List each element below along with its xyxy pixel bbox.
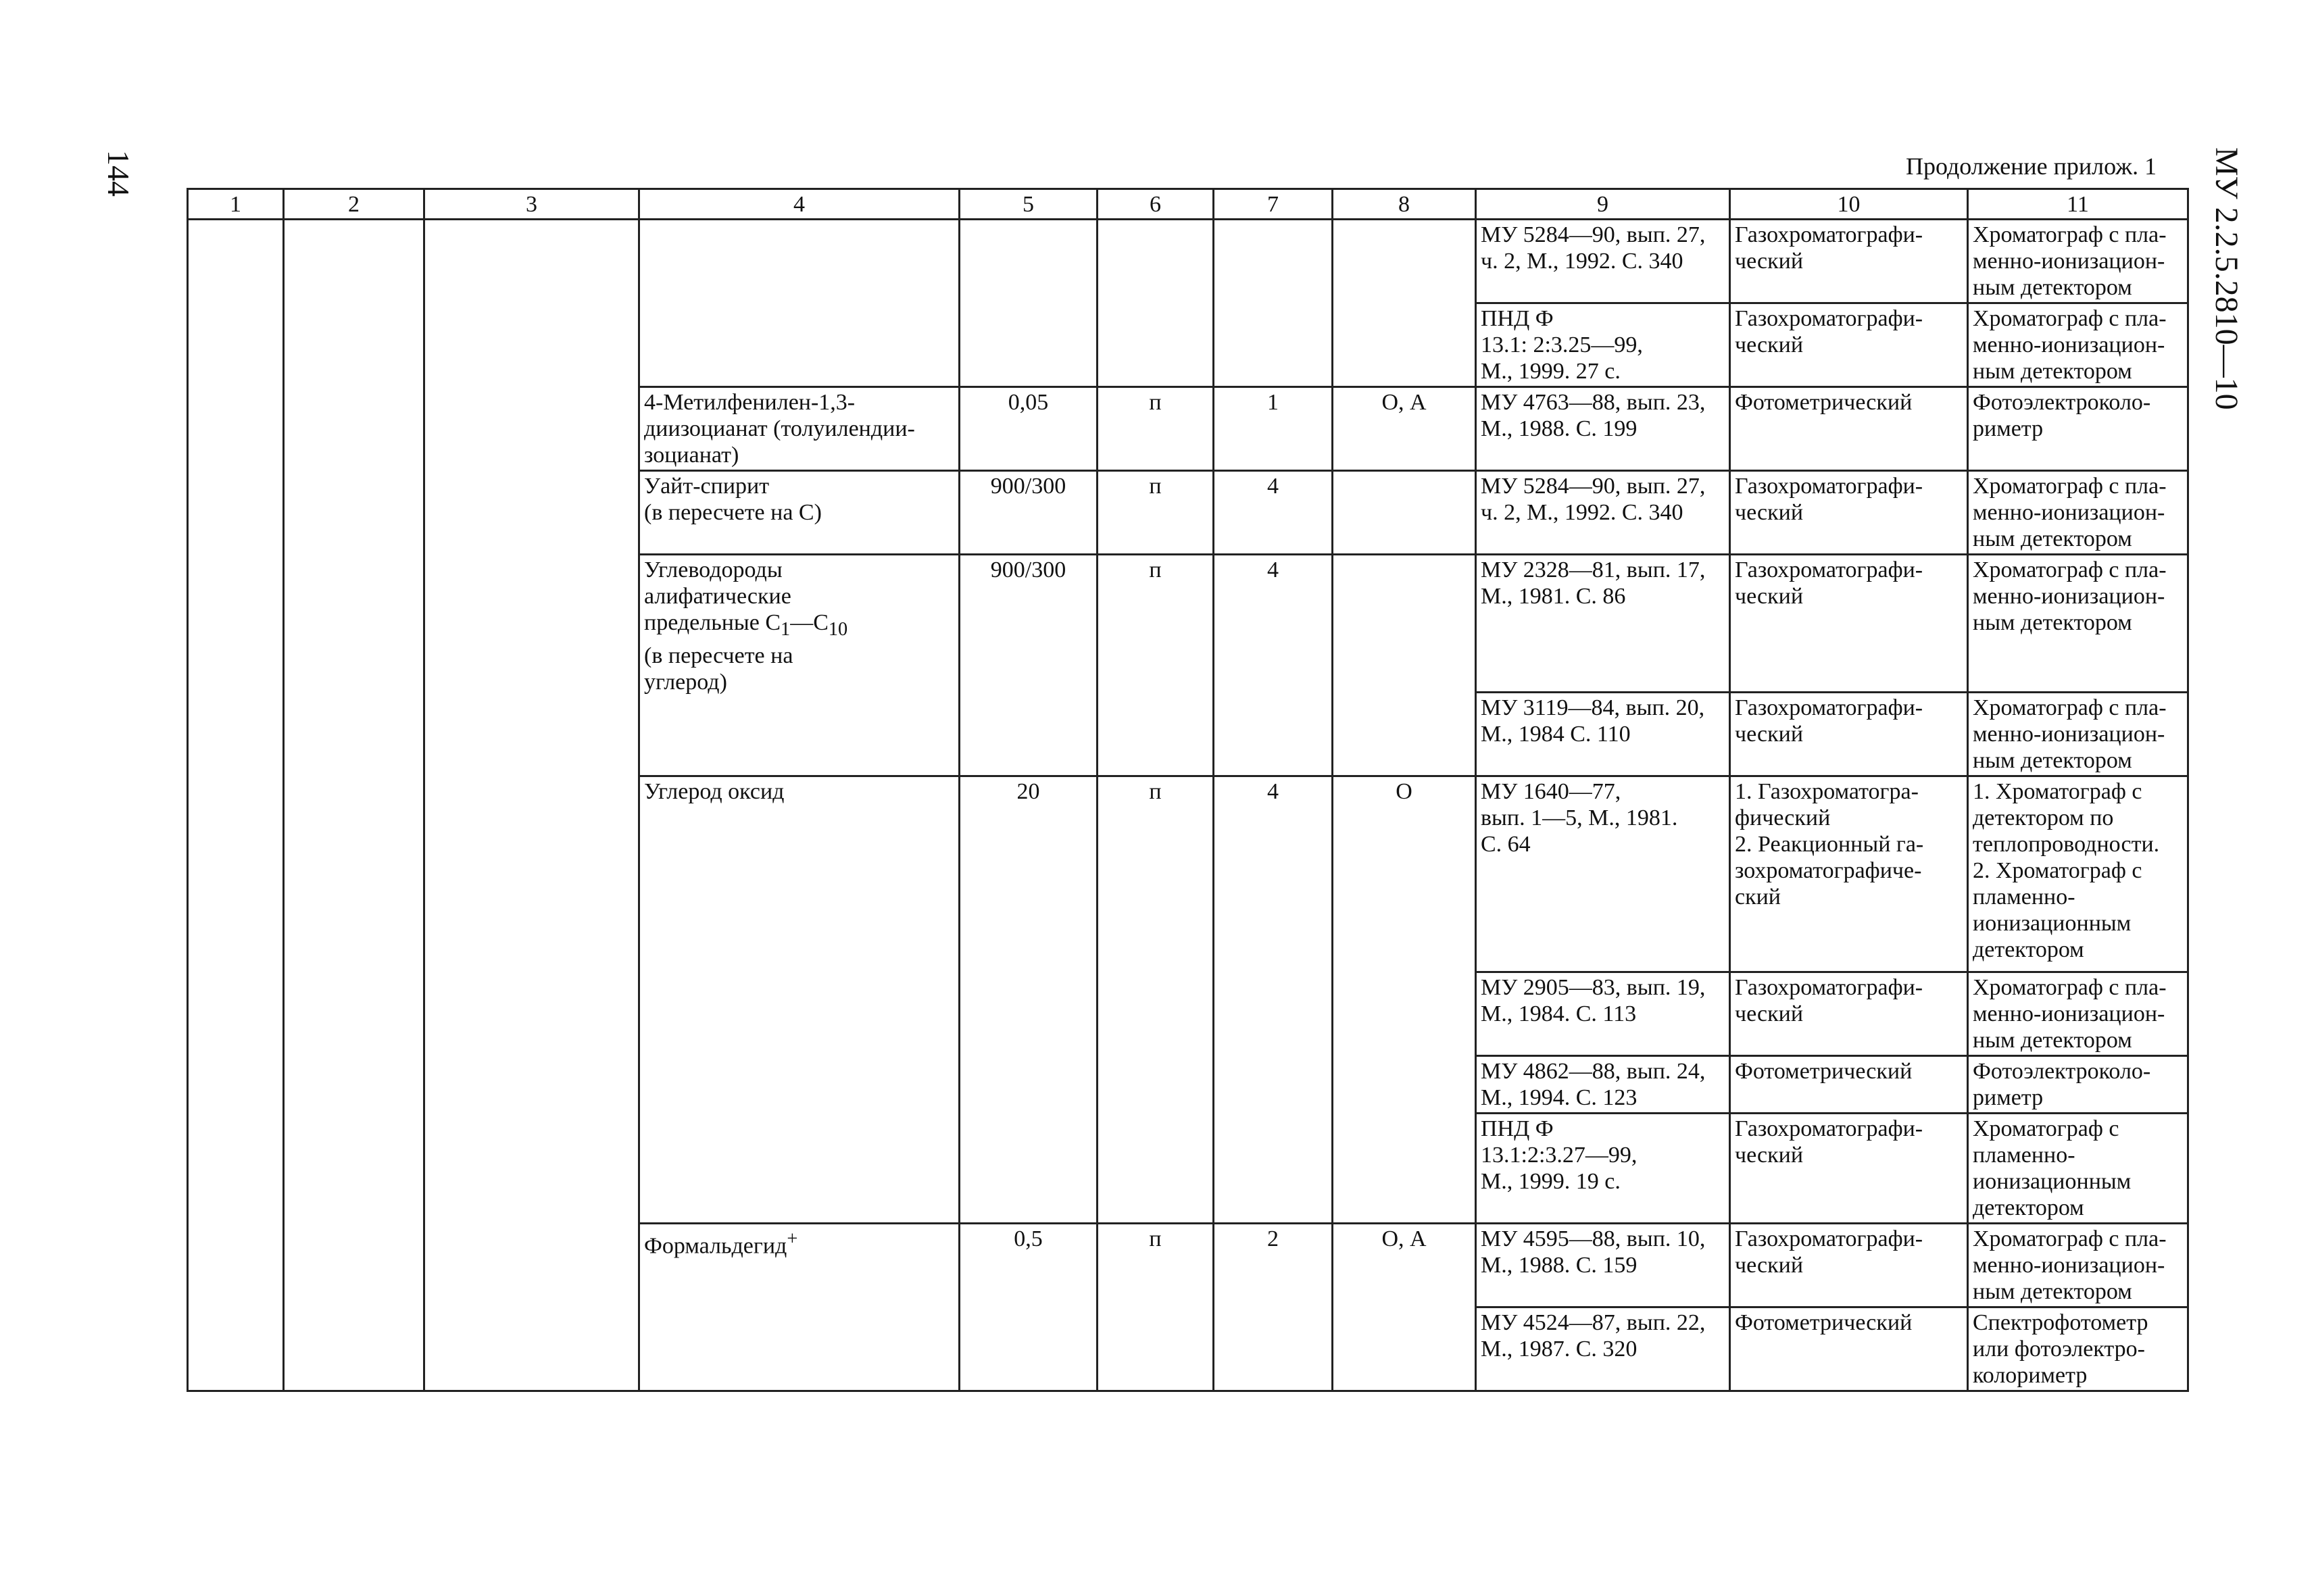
page-number: 144 bbox=[101, 150, 136, 197]
method-device: Хроматограф с пламенно- ионизационным детектором bbox=[1968, 1114, 2188, 1224]
substance-name: Уайт-спирит (в пересчете на С) bbox=[639, 471, 960, 555]
method-name: Газохроматографи- ческий bbox=[1730, 471, 1968, 555]
substance-state: п bbox=[1098, 471, 1214, 555]
substances-table bbox=[187, 188, 2189, 1392]
substance-class: 4 bbox=[1214, 471, 1333, 555]
method-device: Хроматограф с пла- менно-ионизацион- ным детектором bbox=[1968, 1224, 2188, 1307]
column-number: 9 bbox=[1476, 189, 1730, 220]
method-doc: МУ 4862—88, вып. 24, М., 1994. С. 123 bbox=[1476, 1056, 1730, 1114]
empty-cell bbox=[284, 220, 424, 1391]
method-name: 1. Газохроматогра- фический 2. Реакционный га- зохроматографиче- ский bbox=[1730, 776, 1968, 972]
method-name: Фотометрический bbox=[1730, 1056, 1968, 1114]
column-number: 2 bbox=[284, 189, 424, 220]
substance-class: 2 bbox=[1214, 1224, 1333, 1391]
method-device: Хроматограф с пла- менно-ионизацион- ным детектором bbox=[1968, 471, 2188, 555]
substance-feature: О, А bbox=[1333, 387, 1476, 471]
column-number: 7 bbox=[1214, 189, 1333, 220]
substance-name-part: Углеводороды алифатические предельные С bbox=[644, 557, 791, 635]
substance-name-part: —С bbox=[790, 610, 829, 635]
substance-value: 20 bbox=[960, 776, 1098, 1224]
substance-value: 900/300 bbox=[960, 471, 1098, 555]
method-doc: МУ 5284—90, вып. 27, ч. 2, М., 1992. С. 340 bbox=[1476, 220, 1730, 303]
method-device: Хроматограф с пла- менно-ионизацион- ным детектором bbox=[1968, 972, 2188, 1056]
method-name: Газохроматографи- ческий bbox=[1730, 303, 1968, 387]
empty-cell bbox=[960, 220, 1098, 387]
empty-cell bbox=[1333, 220, 1476, 387]
method-device: Спектрофотометр или фотоэлектро- колориметр bbox=[1968, 1307, 2188, 1391]
method-doc: ПНД Ф 13.1: 2:3.25—99, М., 1999. 27 с. bbox=[1476, 303, 1730, 387]
column-number: 4 bbox=[639, 189, 960, 220]
method-doc: ПНД Ф 13.1:2:3.27—99, М., 1999. 19 с. bbox=[1476, 1114, 1730, 1224]
method-name: Газохроматографи- ческий bbox=[1730, 220, 1968, 303]
substance-feature: О, А bbox=[1333, 1224, 1476, 1391]
substance-class: 1 bbox=[1214, 387, 1333, 471]
superscript: + bbox=[787, 1228, 798, 1249]
method-name: Фотометрический bbox=[1730, 387, 1968, 471]
substance-name bbox=[639, 1224, 960, 1391]
column-number: 3 bbox=[424, 189, 639, 220]
method-doc: МУ 2905—83, вып. 19, М., 1984. С. 113 bbox=[1476, 972, 1730, 1056]
method-doc: МУ 1640—77, вып. 1—5, М., 1981. С. 64 bbox=[1476, 776, 1730, 972]
method-device: Фотоэлектроколо- риметр bbox=[1968, 387, 2188, 471]
substance-name: 4-Метилфенилен-1,3- диизоцианат (толуилендии- зоцианат) bbox=[639, 387, 960, 471]
method-doc: МУ 4595—88, вып. 10, М., 1988. С. 159 bbox=[1476, 1224, 1730, 1307]
column-number: 5 bbox=[960, 189, 1098, 220]
empty-cell bbox=[188, 220, 284, 1391]
substance-feature bbox=[1333, 555, 1476, 776]
method-device: 1. Хроматограф с детектором по теплопроводности. 2. Хроматограф с пламенно- ионизационным детектором bbox=[1968, 776, 2188, 972]
column-number: 10 bbox=[1730, 189, 1968, 220]
substance-name-part: (в пересчете на углерод) bbox=[644, 643, 793, 695]
substance-value: 0,05 bbox=[960, 387, 1098, 471]
column-number: 11 bbox=[1968, 189, 2188, 220]
method-doc: МУ 4763—88, вып. 23, М., 1988. С. 199 bbox=[1476, 387, 1730, 471]
substance-feature: О bbox=[1333, 776, 1476, 1224]
method-doc: МУ 2328—81, вып. 17, М., 1981. С. 86 bbox=[1476, 555, 1730, 693]
method-device: Хроматограф с пла- менно-ионизацион- ным детектором bbox=[1968, 555, 2188, 693]
method-name: Газохроматографи- ческий bbox=[1730, 555, 1968, 693]
column-number-row bbox=[188, 189, 2188, 220]
document-code: МУ 2.2.5.2810—10 bbox=[2209, 147, 2244, 410]
table-row bbox=[188, 220, 2188, 303]
method-name: Фотометрический bbox=[1730, 1307, 1968, 1391]
empty-cell bbox=[639, 220, 960, 387]
substance-state: п bbox=[1098, 555, 1214, 776]
column-number: 1 bbox=[188, 189, 284, 220]
empty-cell bbox=[1214, 220, 1333, 387]
empty-cell bbox=[1098, 220, 1214, 387]
substance-name bbox=[639, 555, 960, 776]
method-device: Хроматограф с пла- менно-ионизацион- ным детектором bbox=[1968, 303, 2188, 387]
method-doc: МУ 5284—90, вып. 27, ч. 2, М., 1992. С. 340 bbox=[1476, 471, 1730, 555]
substance-value: 0,5 bbox=[960, 1224, 1098, 1391]
method-name: Газохроматографи- ческий bbox=[1730, 972, 1968, 1056]
method-doc: МУ 4524—87, вып. 22, М., 1987. С. 320 bbox=[1476, 1307, 1730, 1391]
substance-class: 4 bbox=[1214, 776, 1333, 1224]
substance-class: 4 bbox=[1214, 555, 1333, 776]
substance-feature bbox=[1333, 471, 1476, 555]
column-number: 6 bbox=[1098, 189, 1214, 220]
method-name: Газохроматографи- ческий bbox=[1730, 1114, 1968, 1224]
column-number: 8 bbox=[1333, 189, 1476, 220]
continuation-label: Продолжение прилож. 1 bbox=[1906, 153, 2157, 180]
substance-state: п bbox=[1098, 776, 1214, 1224]
substance-state: п bbox=[1098, 1224, 1214, 1391]
substance-value: 900/300 bbox=[960, 555, 1098, 776]
substance-state: п bbox=[1098, 387, 1214, 471]
substance-name: Углерод оксид bbox=[639, 776, 960, 1224]
method-device: Хроматограф с пла- менно-ионизацион- ным детектором bbox=[1968, 693, 2188, 776]
method-doc: МУ 3119—84, вып. 20, М., 1984 С. 110 bbox=[1476, 693, 1730, 776]
empty-cell bbox=[424, 220, 639, 1391]
method-name: Газохроматографи- ческий bbox=[1730, 1224, 1968, 1307]
subscript: 10 bbox=[828, 618, 848, 640]
method-name: Газохроматографи- ческий bbox=[1730, 693, 1968, 776]
substance-name-part: Формальдегид bbox=[644, 1233, 787, 1259]
subscript: 1 bbox=[781, 618, 791, 640]
method-device: Фотоэлектроколо- риметр bbox=[1968, 1056, 2188, 1114]
method-device: Хроматограф с пла- менно-ионизацион- ным детектором bbox=[1968, 220, 2188, 303]
